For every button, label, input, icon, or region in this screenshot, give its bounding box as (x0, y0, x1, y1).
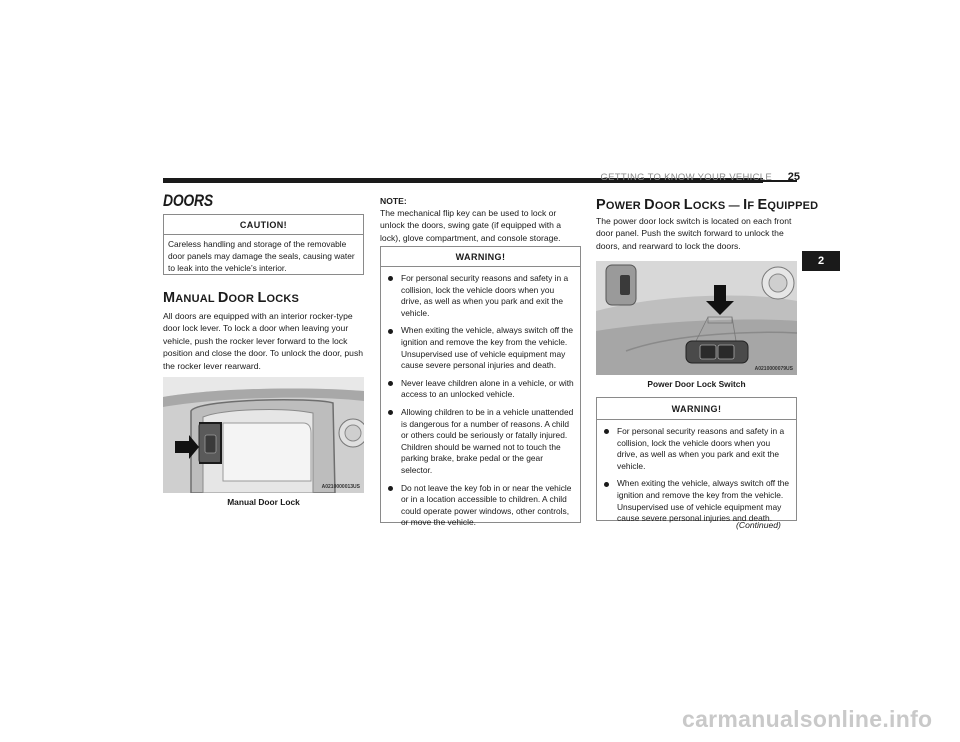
warning-item: Allowing children to be in a vehicle unattended is dangerous for a number of reasons. A child or others could be seriously or fatally injured. Children should be warned not to touch the parking brake, brake pedal or the gear selector. (387, 407, 576, 477)
section-title: DOORS (163, 191, 213, 210)
continued-note: (Continued) (736, 520, 781, 530)
manual-lock-paragraph: All doors are equipped with an interior rocker-type door lock lever. To lock a door when leaving your vehicle, push the rocker lever forward to the lock position and close the door. To unlock the door, push the rocker lever rearward. (163, 311, 364, 371)
power-door-lock-switch-image (596, 261, 797, 375)
warning-item: Do not leave the key fob in or near the vehicle or in a location accessible to children. A child could operate power windows, other controls, or move the vehicle. (387, 483, 576, 529)
bullet-icon (604, 429, 609, 434)
manual-door-lock-image (163, 377, 364, 493)
warning-item: When exiting the vehicle, always switch off the ignition and remove the key from the vehicle. Unsupervised use of vehicle equipment may cause severe personal injuries and death. (603, 478, 792, 524)
caution-text: Careless handling and storage of the removable door panels may damage the seals, causing water to leak into the vehicle’s interior. (168, 239, 355, 273)
chapter-tab: 2 (802, 251, 840, 271)
figure-caption: Manual Door Lock (227, 497, 300, 507)
bullet-icon (604, 482, 609, 487)
warning-heading: WARNING! (597, 398, 796, 420)
warning-item: When exiting the vehicle, always switch off the ignition and remove the key from the vehicle. Unsupervised use of vehicle equipment may cause severe personal injuries and death. (387, 325, 576, 371)
page-number: 25 (787, 171, 800, 183)
bullet-icon (388, 410, 393, 415)
bullet-icon (388, 276, 393, 281)
warning-box (380, 246, 581, 528)
caution-heading: CAUTION! (164, 215, 363, 235)
figure-caption: Power Door Lock Switch (647, 379, 746, 389)
figure-code: A0210000013US (321, 484, 360, 490)
subheading-power-door-locks: POWER DOOR LOCKS — IF EQUIPPED (596, 197, 819, 213)
running-header: GETTING TO KNOW YOUR VEHICLE (600, 172, 772, 183)
footer-watermark[interactable]: carmanualsonline.info (682, 706, 933, 732)
warning-item: For personal security reasons and safety in a collision, lock the vehicle doors when you drive, as well as when you park and exit the vehicle. (603, 426, 792, 472)
subheading-manual-door-locks: MANUAL DOOR LOCKS (163, 290, 300, 306)
bullet-icon (388, 486, 393, 491)
caution-box (163, 214, 364, 275)
warning-list (381, 267, 580, 529)
warning-item: For personal security reasons and safety in a collision, lock the vehicle doors when you drive, as well as when you park and exit the vehicle. (387, 273, 576, 319)
figure-code: A0210000079US (754, 366, 793, 372)
warning-heading: WARNING! (381, 247, 580, 267)
bullet-icon (388, 381, 393, 386)
note-text: The mechanical flip key can be used to lock or unlock the doors, swing gate (if equipped with a lock), glove compartment, and console storage. (380, 208, 562, 243)
power-lock-paragraph: The power door lock switch is located on each front door panel. Push the switch forward to unlock the doors, and rearward to lock the doors. (596, 216, 792, 251)
bullet-icon (388, 329, 393, 334)
warning-item: Never leave children alone in a vehicle, or with access to an unlocked vehicle. (387, 378, 576, 401)
warning-list (597, 420, 796, 525)
note-label: NOTE: (380, 196, 407, 206)
warning-box (596, 397, 797, 524)
